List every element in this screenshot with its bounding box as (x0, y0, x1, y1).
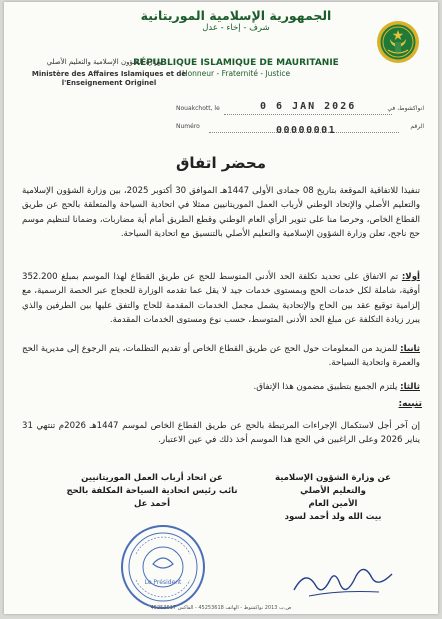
signature-block-employers (62, 472, 242, 511)
place-date-label-fr: Nouakchott, le (176, 105, 220, 112)
republic-header-ar (106, 8, 366, 34)
signature-block-ministry (258, 472, 408, 524)
employers-sign-line3: أحمد عل (133, 499, 170, 509)
document-page (4, 2, 438, 614)
employers-sign-line1: عن اتحاد أرباب العمل الموريتانيين (81, 473, 223, 483)
national-emblem-icon (376, 20, 420, 64)
clause-second-label: ثانيا: (400, 344, 421, 354)
clause-second (22, 342, 420, 371)
republic-name-fr: RÉPUBLIQUE ISLAMIQUE DE MAURITANIE (133, 58, 339, 68)
employers-sign-line2: نائب رئيس اتحادية السياحة المكلفة بالحج (66, 486, 238, 496)
motto-fr: Honneur - Fraternité - Justice (181, 69, 291, 78)
notice-text: إن آخر أجل لاستكمال الإجراءات المرتبطة بالحج عن طريق القطاع الخاص لموسم 1447هـ 2026م تنتهي 31 يناير 2026 وعلى الراغبين في الحج هذا الموسم أخذ ذلك في عين الاعتبار. (22, 421, 420, 446)
ministry-name-ar: وزارة الشؤون الإسلامية والتعليم الأصلي (46, 58, 162, 66)
clause-first-text: تم الاتفاق على تحديد تكلفة الحد الأدنى المتوسط للحج عن طريق القطاع لهذا الموسم بمبلغ 352.200 أوقية، شاملة لكل خدمات الحج وبمستوى خدمات جيد لا يقل عما تقدمه الوزارة للحجاج عبر الحصة الرسمية، مع إلزامية توقيع عقد بين الحاج والإتحادية يشمل مجمل الخدمات المقدمة للحاج والتفق عليها بين الطرفين والذي يبرر زيادة التكلفة عن مبلغ الحد الأدنى المتوسط، حسب نوع ومستوى الخدمات المقدمة. (22, 272, 420, 325)
republic-name-ar: الجمهورية الإسلامية الموريتانية (140, 8, 332, 23)
motto-ar: شرف - إخاء - عدل (202, 23, 270, 33)
ministry-sign-line4: بيت الله ولد أحمد لسود (284, 512, 382, 522)
clause-first-label: أولا: (401, 272, 420, 282)
notice-label: تنبيه: (398, 399, 422, 409)
clause-third-text: يلتزم الجميع بتطبيق مضمون هذا الإتفاق. (253, 382, 398, 392)
number-label-fr: Numéro (176, 123, 200, 130)
seal-center-text: Le Président (144, 579, 182, 586)
ministry-sign-line2: والتعليم الأصلي (300, 486, 366, 496)
clause-third (22, 380, 420, 394)
official-seal (120, 524, 206, 610)
clause-third-label: ثالثا: (400, 382, 420, 392)
date-line (224, 114, 392, 115)
ministry-sign-line1: عن وزارة الشؤون الإسلامية (275, 473, 391, 483)
clause-first (22, 270, 420, 327)
document-title: محضر اتفاق (175, 154, 267, 172)
clause-second-text: للمزيد من المعلومات حول الحج عن طريق القطاع الخاص أو تقديم التظلمات، يتم الرجوع إلى مديرية الحج والعمرة واتحادية السياحة. (22, 344, 420, 369)
ministry-sign-line3: الأمين العام (308, 499, 358, 509)
footer-contact: ص.ب 2013 نواكشوط - الهاتف 45253618 - الفاكس 45253617 (150, 605, 292, 611)
date-stamp: 0 6 JAN 2026 (260, 101, 357, 112)
handwritten-signature (289, 562, 399, 602)
place-date-label-ar: انواكشوط، في (387, 105, 424, 112)
ministry-name-fr: Ministère des Affaires Islamiques et de l'Enseignement Originel (31, 70, 187, 87)
intro-paragraph: تنفيذا للاتفاقية الموقعة بتاريخ 08 جمادى الأولى 1447هـ الموافق 30 أكتوبر 2025، بين وزارة الشؤون الإسلامية والتعليم الأصلي والإتحاد الوطني لأرباب العمل الموريتانيين ممثلا في اتحادية السياحة والمتعلقة بالحج عن طريق القطاع الخاص، وحرصا منا على تنوير الرأي العام الوطني وقطع الطريق أمام أية مضاربات، وضمانا لتنظيم موسم حج ناجح، تعلن وزارة الشؤون الإسلامية والتعليم الأصلي بالتنسيق مع اتحادية السياحة. (22, 186, 420, 239)
number-label-ar: الرقم (410, 123, 424, 130)
number-stamp: 00000001 (276, 125, 337, 136)
